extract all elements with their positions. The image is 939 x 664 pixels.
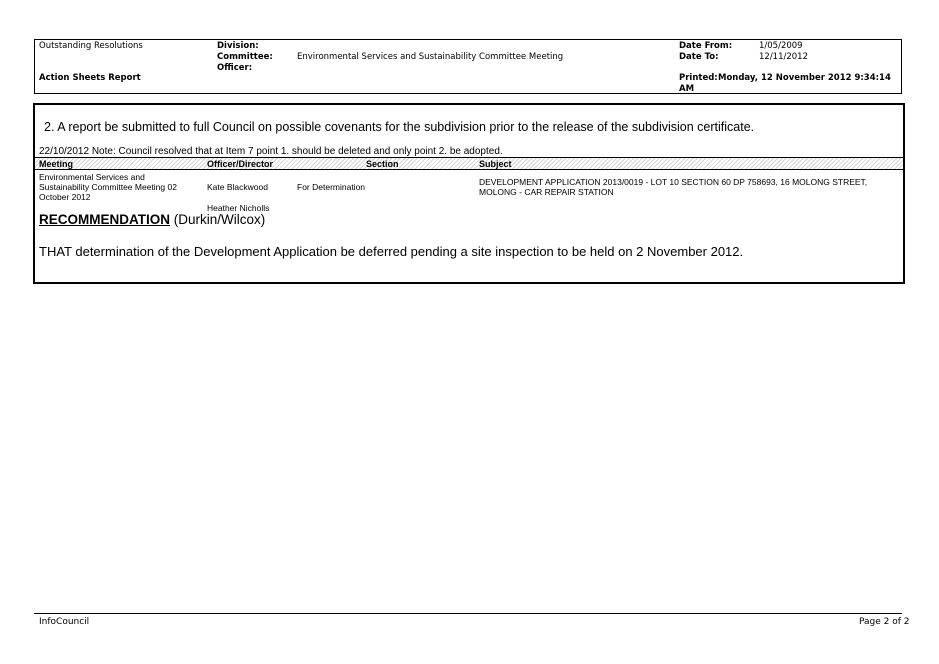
table-cell-officer: Kate Blackwood bbox=[207, 182, 268, 192]
meeting-line: Sustainability Committee Meeting 02 bbox=[39, 182, 177, 192]
table-top-rule bbox=[35, 157, 903, 158]
recommendation-heading-row bbox=[39, 212, 265, 227]
committee-value: Environmental Services and Sustainability Committee Meeting bbox=[297, 52, 564, 62]
date-from-value: 1/05/2009 bbox=[759, 41, 803, 51]
printed-datetime-continued: AM bbox=[679, 84, 695, 94]
report-name: Action Sheets Report bbox=[39, 73, 141, 83]
resolution-note: 22/10/2012 Note: Council resolved that at Item 7 point 1. should be deleted and only point 2. be adopted. bbox=[39, 146, 503, 157]
table-header-rule bbox=[35, 169, 903, 170]
table-header-band bbox=[35, 158, 903, 169]
recommendation-text: THAT determination of the Development Application be deferred pending a site inspection to be held on 2 November 2012. bbox=[39, 244, 744, 259]
printed-label: Printed: bbox=[679, 73, 718, 83]
subject-line: DEVELOPMENT APPLICATION 2013/0019 - LOT 10 SECTION 60 DP 758693, 16 MOLONG STREET, bbox=[479, 177, 868, 187]
report-category: Outstanding Resolutions bbox=[39, 41, 143, 51]
footer-app-name: InfoCouncil bbox=[39, 617, 90, 627]
committee-label: Committee: bbox=[217, 52, 273, 62]
footer-page-info: Page 2 of 2 bbox=[859, 617, 910, 627]
table-cell-meeting bbox=[39, 172, 177, 202]
recommendation-heading: RECOMMENDATION bbox=[39, 212, 170, 227]
recommendation-movers: (Durkin/Wilcox) bbox=[173, 212, 266, 227]
table-cell-subject bbox=[479, 177, 867, 197]
footer-rule bbox=[34, 613, 902, 614]
date-to-label: Date To: bbox=[679, 52, 719, 62]
subject-line: MOLONG - CAR REPAIR STATION bbox=[479, 187, 614, 197]
date-to-value: 12/11/2012 bbox=[759, 52, 808, 62]
table-cell-section: For Determination bbox=[297, 182, 366, 192]
column-header-meeting: Meeting bbox=[39, 159, 74, 169]
column-header-section: Section bbox=[366, 159, 399, 169]
printed-datetime: Monday, 12 November 2012 9:34:14 bbox=[718, 73, 891, 83]
division-label: Division: bbox=[217, 41, 259, 51]
column-header-officer: Officer/Director bbox=[207, 159, 274, 169]
table-cell-director: Heather Nicholls bbox=[207, 203, 270, 213]
date-from-label: Date From: bbox=[679, 41, 733, 51]
resolution-item: 2. A report be submitted to full Council on possible covenants for the subdivision prior to the release of the subdivision certificate. bbox=[44, 120, 755, 134]
meeting-line: Environmental Services and bbox=[39, 172, 145, 182]
column-header-subject: Subject bbox=[479, 159, 512, 169]
officer-label: Officer: bbox=[217, 63, 253, 73]
meeting-line: October 2012 bbox=[39, 192, 91, 202]
